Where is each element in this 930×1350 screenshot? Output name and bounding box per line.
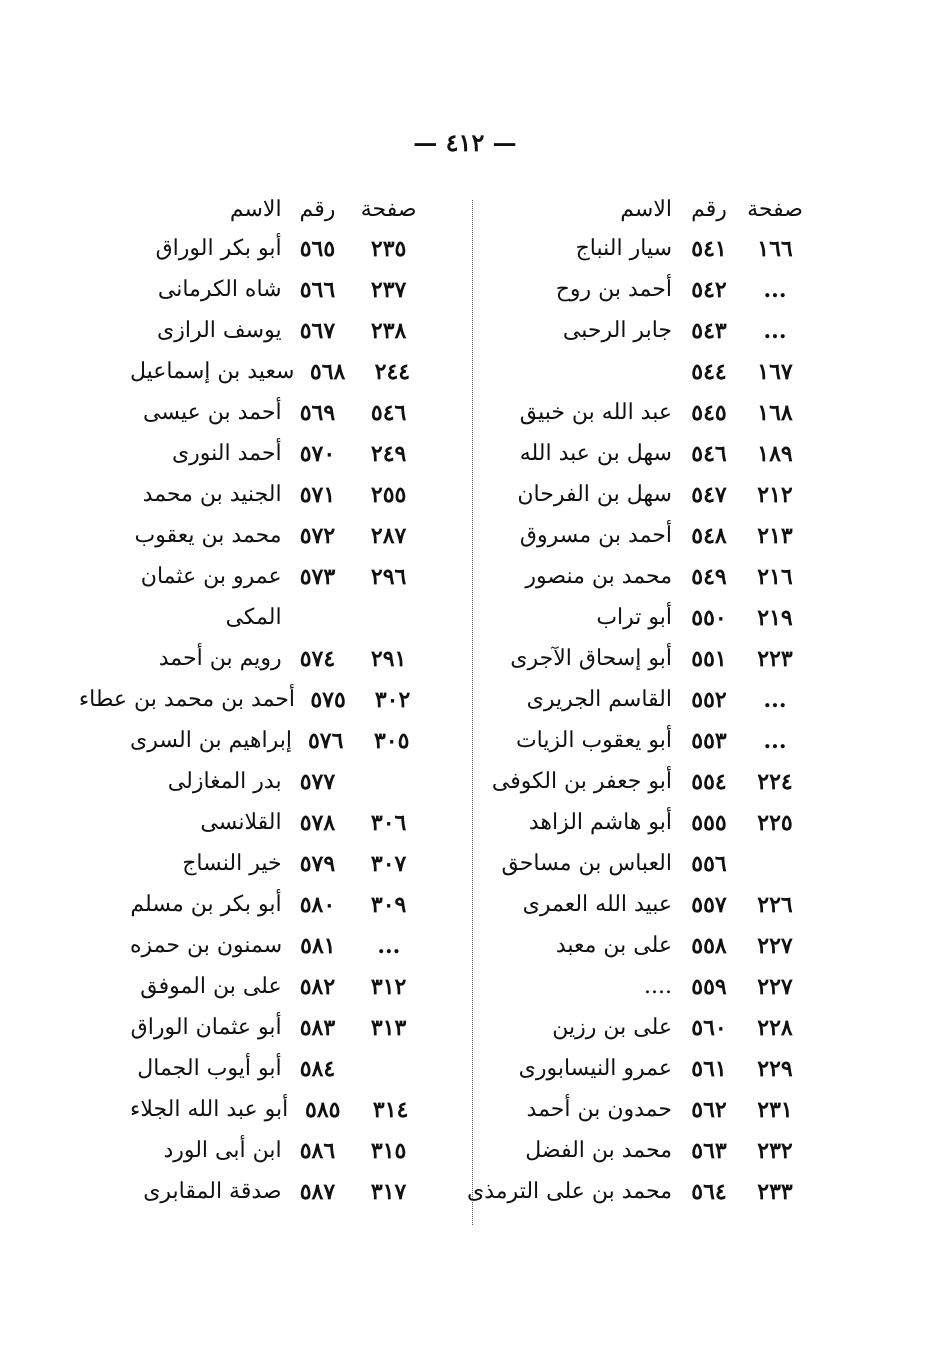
name-cell: أبو عبد الله الجلاء: [130, 1097, 289, 1122]
number-cell: ٥٨٢: [299, 973, 336, 1000]
number-cell: ٥٧١: [299, 481, 336, 508]
page-cell: ٢٣١: [757, 1096, 793, 1123]
name-cell: رويم بن أحمد: [158, 646, 282, 671]
table-row: [465, 1048, 810, 1089]
name-cell: سمنون بن حمزه: [130, 933, 283, 958]
header-row: [130, 190, 430, 228]
table-row: [465, 597, 810, 638]
table-row: [130, 556, 430, 597]
table-row: [130, 515, 430, 556]
table-row: [465, 802, 810, 843]
name-cell: أبو عثمان الوراق: [130, 1015, 282, 1040]
page-cell: ...: [763, 686, 787, 713]
table-row: [78, 679, 430, 720]
table-row: [130, 925, 430, 966]
name-cell: أحمد النورى: [171, 441, 282, 466]
name-cell: محمد بن يعقوب: [134, 523, 282, 548]
page-cell: ٢٢٦: [757, 891, 793, 918]
name-cell: محمد بن منصور: [525, 564, 672, 589]
header-page: صفحة: [747, 196, 803, 222]
number-cell: ٥٤٦: [691, 440, 727, 467]
name-cell: محمد بن على الترمذى: [467, 1179, 672, 1204]
name-cell: سهل بن الفرحان: [517, 482, 672, 507]
number-cell: ٥٨٣: [299, 1014, 336, 1041]
name-cell: جابر الرحبى: [562, 318, 672, 343]
page-cell: ١٦٧: [757, 358, 793, 385]
number-cell: ٥٥٢: [691, 686, 727, 713]
name-cell: عمرو النيسابورى: [518, 1056, 672, 1081]
page-cell: ٢١٢: [757, 481, 793, 508]
number-cell: ٥٦٩: [299, 399, 336, 426]
name-cell: حمدون بن أحمد: [526, 1097, 672, 1122]
number-cell: ٥٦٤: [691, 1178, 727, 1205]
name-cell: ابن أبى الورد: [163, 1138, 282, 1163]
number-cell: ٥٦٦: [299, 276, 336, 303]
header-number: رقم: [299, 196, 336, 222]
page-cell: ٣١٢: [370, 973, 407, 1000]
number-cell: ٥٥٣: [691, 727, 727, 754]
name-cell: القاسم الجريرى: [526, 687, 672, 712]
number-cell: ٥٨٦: [299, 1137, 336, 1164]
header-name: الاسم: [620, 196, 672, 222]
table-row: [130, 1048, 430, 1089]
table-row: [465, 638, 810, 679]
page-number: — ٤١٢ —: [413, 128, 517, 157]
name-cell: بدر المغازلى: [167, 769, 282, 794]
number-cell: ٥٥٤: [691, 768, 727, 795]
number-cell: ٥٨٧: [299, 1178, 336, 1205]
table-row: [130, 351, 430, 392]
page-cell: ١٦٦: [757, 235, 793, 262]
name-cell: أبو إسحاق الآجرى: [510, 646, 672, 671]
number-cell: ٥٦٠: [691, 1014, 727, 1041]
table-row: [465, 925, 810, 966]
table-row: [465, 269, 810, 310]
number-cell: ٥٦٢: [691, 1096, 727, 1123]
name-cell: عبيد الله العمرى: [522, 892, 672, 917]
page-cell: ٢١٩: [757, 604, 793, 631]
table-row: [130, 1007, 430, 1048]
page-cell: ٢٤٤: [374, 358, 411, 385]
table-row: [130, 843, 430, 884]
page-cell: ١٦٨: [757, 399, 793, 426]
number-cell: ٥٤٩: [691, 563, 727, 590]
number-cell: ٥٥٥: [691, 809, 727, 836]
name-cell: صدقة المقابرى: [143, 1179, 282, 1204]
table-row: [130, 597, 430, 638]
header-page: صفحة: [360, 196, 417, 222]
number-cell: ٥٥٧: [691, 891, 727, 918]
number-cell: ٥٧٣: [299, 563, 336, 590]
page-cell: ٢١٣: [757, 522, 793, 549]
header-row: [465, 190, 810, 228]
table-row: [130, 720, 430, 761]
page-cell: ٣٠٥: [373, 727, 410, 754]
name-cell: محمد بن الفضل: [525, 1138, 672, 1163]
table-row: [465, 1007, 810, 1048]
name-cell: إبراهيم بن السرى: [130, 728, 293, 753]
name-cell: أحمد بن محمد بن عطاء: [78, 687, 295, 712]
name-cell: شاه الكرمانى: [157, 277, 282, 302]
name-cell: على بن رزين: [552, 1015, 672, 1040]
table-row: [130, 884, 430, 925]
number-cell: ٥٤٥: [691, 399, 727, 426]
name-cell: سعيد بن إسماعيل: [130, 359, 295, 384]
number-cell: ٥٧٥: [310, 686, 346, 713]
table-row: [465, 556, 810, 597]
name-cell: على بن الموفق: [140, 974, 282, 999]
name-cell: العباس بن مساحق: [501, 851, 672, 876]
index-table: [78, 190, 810, 1212]
left-column: [78, 190, 430, 1212]
name-cell: أحمد بن عيسى: [143, 400, 282, 425]
table-row: [465, 1089, 810, 1130]
table-row: [465, 433, 810, 474]
table-row: [130, 761, 430, 802]
table-row: [130, 1089, 430, 1130]
page-cell: ٣١٣: [370, 1014, 407, 1041]
page-cell: ٢٤٩: [370, 440, 407, 467]
name-cell: أبو بكر الوراق: [155, 236, 282, 261]
table-row: [465, 515, 810, 556]
name-cell: عمرو بن عثمان: [140, 564, 282, 589]
page-cell: ...: [763, 317, 787, 344]
number-cell: ٥٤٤: [691, 358, 727, 385]
page-cell: ٣٠٢: [374, 686, 411, 713]
right-column: [465, 190, 810, 1212]
table-row: [465, 228, 810, 269]
table-row: [130, 638, 430, 679]
header-number: رقم: [691, 196, 727, 222]
page-cell: ٣٠٦: [370, 809, 407, 836]
name-cell: أبو تراب: [596, 605, 672, 630]
number-cell: ٥٥٩: [691, 973, 727, 1000]
table-row: [130, 228, 430, 269]
number-cell: ٥٧٠: [299, 440, 336, 467]
number-cell: ٥٤٧: [691, 481, 727, 508]
column-divider: [472, 200, 473, 1225]
name-cell: المكى: [225, 605, 282, 630]
number-cell: ٥٤٢: [691, 276, 727, 303]
table-row: [130, 966, 430, 1007]
page-cell: ٢٩١: [370, 645, 407, 672]
page-cell: ٣٠٧: [370, 850, 407, 877]
table-row: [465, 310, 810, 351]
table-row: [465, 884, 810, 925]
header-name: الاسم: [229, 196, 282, 222]
number-cell: ٥٦٥: [299, 235, 336, 262]
name-cell: أحمد بن مسروق: [519, 523, 672, 548]
number-cell: ٥٨٥: [305, 1096, 341, 1123]
page-cell: ٢٢٧: [757, 932, 793, 959]
name-cell: عبد الله بن خبيق: [519, 400, 672, 425]
page-cell: ٢٣٢: [757, 1137, 793, 1164]
table-row: [130, 433, 430, 474]
number-cell: ٥٧٦: [307, 727, 344, 754]
page-cell: ٢٢٧: [757, 973, 793, 1000]
page-cell: ٢٣٨: [370, 317, 407, 344]
table-row: [130, 802, 430, 843]
number-cell: ٥٤٨: [691, 522, 727, 549]
page-cell: ٣١٤: [372, 1096, 409, 1123]
page-cell: ...: [763, 727, 787, 754]
table-row: [465, 843, 810, 884]
page-cell: ...: [377, 932, 401, 959]
name-cell: الجنيد بن محمد: [142, 482, 282, 507]
page-cell: ١٨٩: [757, 440, 793, 467]
number-cell: ٥٧٧: [299, 768, 336, 795]
number-cell: ٥٦٧: [299, 317, 336, 344]
name-cell: القلانسى: [200, 810, 282, 835]
table-row: [465, 351, 810, 392]
page-cell: ٢٢٩: [757, 1055, 793, 1082]
table-row: [465, 761, 810, 802]
table-row: [465, 1130, 810, 1171]
page-cell: ٥٤٦: [370, 399, 407, 426]
name-cell: ....: [644, 974, 672, 999]
page-cell: ٢٢٥: [757, 809, 793, 836]
number-cell: ٥٧٢: [299, 522, 336, 549]
table-row: [465, 720, 810, 761]
number-cell: ٥٦١: [691, 1055, 727, 1082]
page-cell: ٢٩٦: [370, 563, 407, 590]
page-cell: ٢٨٧: [370, 522, 407, 549]
table-row: [465, 966, 810, 1007]
page-cell: ...: [763, 276, 787, 303]
table-row: [130, 1130, 430, 1171]
number-cell: ٥٦٨: [309, 358, 346, 385]
table-row: [130, 392, 430, 433]
page-cell: ٢٢٤: [757, 768, 793, 795]
page-cell: ٢٢٨: [757, 1014, 793, 1041]
table-row: [465, 679, 810, 720]
number-cell: ٥٥٠: [691, 604, 727, 631]
number-cell: ٥٨٠: [299, 891, 336, 918]
name-cell: سيار النباج: [575, 236, 672, 261]
page-cell: ٣٠٩: [370, 891, 407, 918]
page-cell: ٢١٦: [757, 563, 793, 590]
name-cell: أبو يعقوب الزيات: [515, 728, 672, 753]
number-cell: ٥٨٤: [299, 1055, 336, 1082]
page-cell: ٢٥٥: [370, 481, 407, 508]
number-cell: ٥٤١: [691, 235, 727, 262]
table-row: [130, 1171, 430, 1212]
number-cell: ٥٧٨: [299, 809, 336, 836]
number-cell: ٥٤٣: [691, 317, 727, 344]
number-cell: ٥٧٤: [299, 645, 336, 672]
page-cell: ٣١٧: [370, 1178, 407, 1205]
page-cell: ٢٣٧: [370, 276, 407, 303]
name-cell: سهل بن عبد الله: [519, 441, 672, 466]
table-row: [465, 474, 810, 515]
number-cell: ٥٥٦: [691, 850, 727, 877]
name-cell: أحمد بن روح: [555, 277, 672, 302]
name-cell: على بن معبد: [555, 933, 672, 958]
name-cell: أبو جعفر بن الكوفى: [491, 769, 672, 794]
number-cell: ٥٥١: [691, 645, 727, 672]
page-cell: ٢٣٥: [370, 235, 407, 262]
page-cell: ٢٢٣: [757, 645, 793, 672]
number-cell: ٥٦٣: [691, 1137, 727, 1164]
table-row: [130, 269, 430, 310]
table-row: [130, 474, 430, 515]
number-cell: ٥٨١: [300, 932, 336, 959]
name-cell: أبو بكر بن مسلم: [130, 892, 282, 917]
page-cell: ٣١٥: [370, 1137, 407, 1164]
table-row: [130, 310, 430, 351]
name-cell: خير النساج: [182, 851, 282, 876]
page-cell: ٢٣٣: [757, 1178, 793, 1205]
table-row: [465, 392, 810, 433]
name-cell: أبو هاشم الزاهد: [528, 810, 672, 835]
name-cell: أبو أيوب الجمال: [137, 1056, 282, 1081]
table-row: [465, 1171, 810, 1212]
number-cell: ٥٧٩: [299, 850, 336, 877]
name-cell: يوسف الرازى: [156, 318, 282, 343]
number-cell: ٥٥٨: [691, 932, 727, 959]
